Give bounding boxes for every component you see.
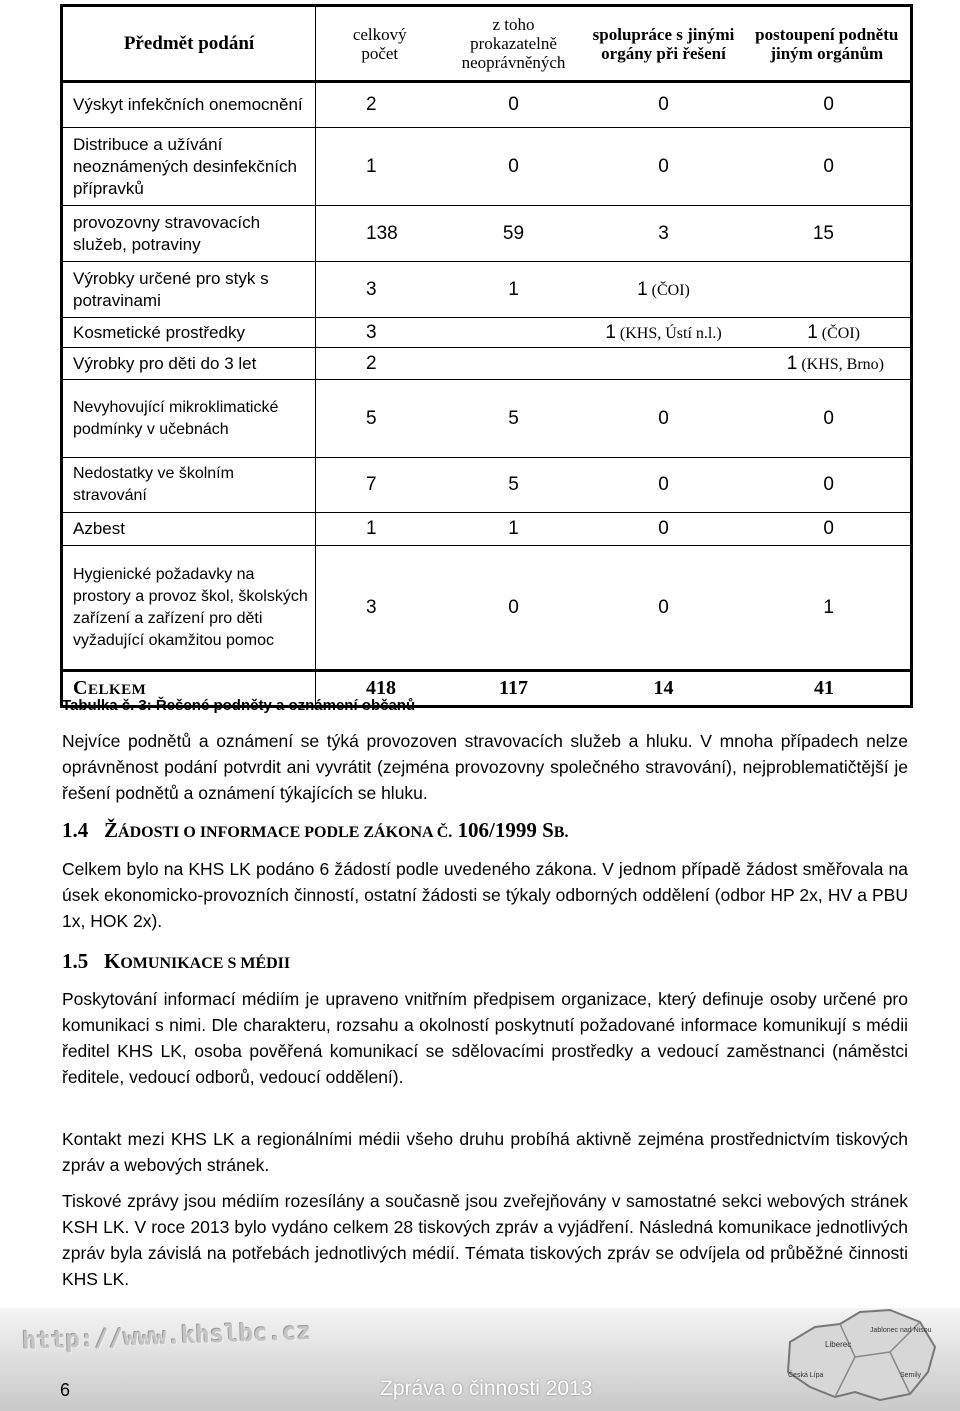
- footer-report-title: Zpráva o činnosti 2013: [380, 1377, 593, 1400]
- total-label-rest: ELKEM: [87, 681, 147, 698]
- cell-cooperation: [584, 348, 744, 380]
- cell-justified: [444, 318, 584, 348]
- table-row: [62, 348, 912, 380]
- cell-total: 7: [316, 458, 444, 513]
- cell-justified: 5: [444, 458, 584, 513]
- cell-total: 138: [316, 206, 444, 262]
- cell-cooperation: [584, 318, 744, 348]
- cell-cooperation: 0: [584, 128, 744, 206]
- page-number: 6: [60, 1380, 71, 1400]
- cell-forwarded: [744, 262, 912, 318]
- cell-total: 1: [316, 513, 444, 546]
- cell-forwarded-value: 1: [807, 321, 818, 343]
- row-subject: Výrobky pro děti do 3 let: [62, 348, 316, 380]
- cell-forwarded: 0: [744, 513, 912, 546]
- cell-cooperation: 0: [584, 380, 744, 458]
- cell-total: 2: [366, 94, 377, 115]
- cell-cooperation-note: (KHS, Ústí n.l.): [619, 324, 722, 342]
- section-title-initial: K: [104, 949, 121, 973]
- cell-cooperation: 0: [584, 458, 744, 513]
- section-heading-1-5: [62, 949, 290, 974]
- row-subject: Distribuce a užívání neoznámených desinfekčních přípravků: [62, 128, 316, 206]
- cell-cooperation: 0: [658, 94, 669, 115]
- table-row: [62, 513, 912, 546]
- table-row: [62, 128, 912, 206]
- section-law-number: 106/1999 S: [457, 818, 554, 842]
- table-row: [62, 262, 912, 318]
- cell-forwarded: 0: [744, 128, 912, 206]
- footer-url[interactable]: http://www.khslbc.cz: [21, 1316, 312, 1356]
- section-heading-1-4: [62, 818, 568, 843]
- paragraph-press-releases: Tiskové zprávy jsou médiím rozesílány a současně jsou zveřejňovány v samostatné sekci webových stránek KSH LK. V roce 2013 bylo vydáno celkem 28 tiskových zpráv a vyjádření. Následná komunikace jednotlivých zpráv byla závislá na potřebách jednotlivých médií. Témata tiskových zpráv se odvíjela od průběžné činnosti KHS LK.: [62, 1191, 908, 1289]
- cell-total: 3: [316, 262, 444, 318]
- cell-justified: 0: [444, 546, 584, 671]
- table-header-row: [62, 6, 912, 82]
- row-subject: Výrobky určené pro styk s potravinami: [62, 262, 316, 318]
- cell-justified: 59: [444, 206, 584, 262]
- header-justified: z toho prokazatelně neoprávněných: [444, 6, 584, 82]
- table-row: [62, 458, 912, 513]
- row-subject: Nevyhovující mikroklimatické podmínky v učebnách: [62, 380, 316, 458]
- table-row: [62, 380, 912, 458]
- table-row: [62, 546, 912, 671]
- row-subject: Kosmetické prostředky: [62, 318, 316, 348]
- section-title-rest: OMUNIKACE S MÉDII: [120, 955, 291, 972]
- total-justified: 117: [444, 671, 584, 707]
- total-cooperation: 14: [584, 671, 744, 707]
- cell-forwarded: 0: [823, 94, 834, 115]
- cell-forwarded-note: (KHS, Brno): [801, 355, 884, 373]
- table-row: [62, 206, 912, 262]
- cell-cooperation-value: 1: [637, 278, 648, 300]
- header-total: celkový počet: [316, 6, 444, 82]
- paragraph-media-policy: Poskytování informací médiím je upraveno vnitřním předpisem organizace, který definuje osoby určené pro komunikaci s nimi. Dle charakteru, rozsahu a okolností poskytnutí požadované informace komunikují s médii ředitel KHS LK, osoba pověřená komunikací se sdělovacími prostředky a vedoucí zaměstnanci (náměstci ředitele, vedoucí odborů, vedoucí oddělení).: [62, 989, 908, 1087]
- total-forwarded: 41: [744, 671, 912, 707]
- table-row: [62, 318, 912, 348]
- cell-total: 5: [316, 380, 444, 458]
- row-subject: provozovny stravovacích služeb, potraviny: [62, 206, 316, 262]
- total-label-first: C: [73, 676, 88, 699]
- cell-cooperation: [584, 262, 744, 318]
- map-label-liberec: Liberec: [825, 1340, 852, 1349]
- section-number: 1.5: [62, 949, 89, 973]
- cell-cooperation: 3: [584, 206, 744, 262]
- paragraph-complaints-summary: Nejvíce podnětů a oznámení se týká provozoven stravovacích služeb a hluku. V mnoha případech nelze oprávněnost podání potvrdit ani vyvrátit (zejména provozovny společného stravování), nejproblematičtější je řešení podnětů a oznámení týkajících se hluku.: [62, 731, 908, 803]
- header-forwarded: postoupení podnětu jiným orgánům: [744, 6, 912, 82]
- row-subject: Hygienické požadavky na prostory a provoz škol, školských zařízení a zařízení pro děti vyžadující okamžitou pomoc: [62, 546, 316, 671]
- map-label-ceska-lipa: Česká Lípa: [788, 1372, 824, 1379]
- cell-justified: 5: [444, 380, 584, 458]
- cell-total: 3: [316, 318, 444, 348]
- cell-forwarded: 15: [744, 206, 912, 262]
- paragraph-info-requests: Celkem bylo na KHS LK podáno 6 žádostí podle uvedeného zákona. V jednom případě žádost směřovala na úsek ekonomicko-provozních činností, ostatní žádosti se týkaly odborných oddělení (odbor HP 2x, HV a PBU 1x, HOK 2x).: [62, 859, 908, 931]
- complaints-table: [60, 4, 913, 708]
- paragraph-media-contact: Kontakt mezi KHS LK a regionálními médii všeho druhu probíhá aktivně zejména prostřednictvím tiskových zpráv a webových stránek.: [62, 1129, 908, 1175]
- cell-total: 3: [316, 546, 444, 671]
- header-cooperation: spolupráce s jinými orgány při řešení: [584, 6, 744, 82]
- section-number: 1.4: [62, 818, 89, 842]
- section-law-suffix: B.: [553, 824, 569, 841]
- cell-justified: 0: [508, 94, 519, 115]
- cell-forwarded: 0: [744, 458, 912, 513]
- cell-justified: [444, 348, 584, 380]
- table-row: [62, 82, 912, 128]
- row-subject: Výskyt infekčních onemocnění: [62, 82, 316, 128]
- cell-forwarded-value: 1: [786, 352, 798, 374]
- cell-forwarded: 1: [744, 546, 912, 671]
- cell-cooperation: 0: [584, 546, 744, 671]
- cell-justified: 1: [444, 513, 584, 546]
- cell-total: 2: [316, 348, 444, 380]
- map-label-jablonec: Jablonec nad Nisou: [870, 1327, 932, 1334]
- cell-justified: 1: [444, 262, 584, 318]
- cell-cooperation: 0: [584, 513, 744, 546]
- region-map-icon: [760, 1302, 950, 1406]
- cell-total: 1: [316, 128, 444, 206]
- cell-forwarded: [744, 318, 912, 348]
- cell-forwarded: 0: [744, 380, 912, 458]
- cell-cooperation-value: 1: [605, 321, 616, 343]
- cell-justified: 0: [444, 128, 584, 206]
- table-caption: Tabulka č. 3: Řešené podněty a oznámení občanů: [62, 697, 416, 714]
- cell-forwarded: [744, 348, 912, 380]
- map-label-semily: Semily: [900, 1372, 922, 1379]
- header-subject: Předmět podání: [62, 6, 316, 82]
- row-subject: Nedostatky ve školním stravování: [62, 458, 316, 513]
- row-subject: Azbest: [62, 513, 316, 546]
- cell-forwarded-note: (ČOI): [821, 324, 860, 342]
- section-title-initial: Ž: [104, 818, 119, 842]
- total-count: 418: [316, 671, 444, 707]
- section-title-rest: ÁDOSTI O INFORMACE PODLE ZÁKONA Č.: [118, 824, 453, 841]
- cell-cooperation-note: (ČOI): [651, 281, 690, 299]
